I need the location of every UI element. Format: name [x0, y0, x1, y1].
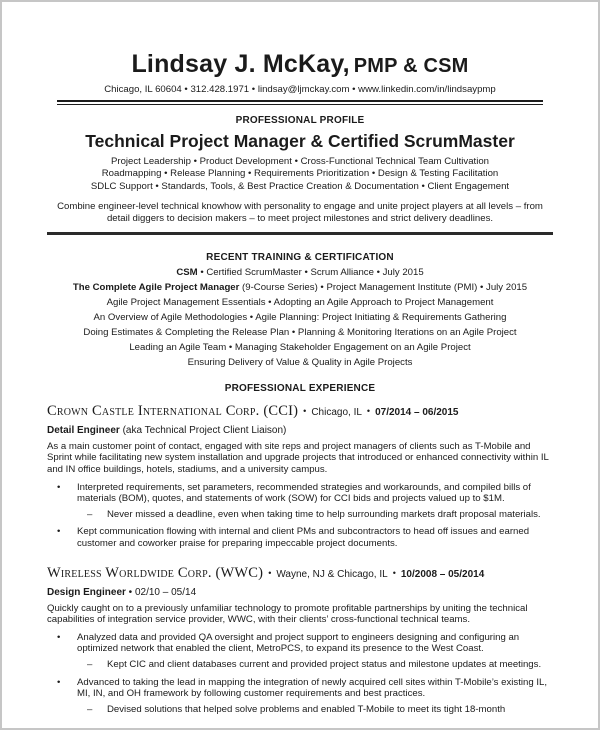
divider-thick	[47, 232, 553, 235]
bullet-icon: •	[57, 481, 61, 493]
company-line-wwc	[47, 565, 553, 582]
resume-content	[2, 2, 598, 715]
person-credentials: PMP & CSM	[353, 55, 469, 77]
dash-text: Kept CIC and client databases current and provided project status and milestone updates at meetings.	[107, 658, 542, 670]
training-rest: An Overview of Agile Methodologies • Agile Planning: Project Initiating & Requirements Gathering	[93, 311, 507, 323]
role-line	[47, 425, 553, 437]
training-line	[47, 280, 553, 295]
bullet-item	[47, 632, 553, 655]
section-heading-experience: PROFESSIONAL EXPERIENCE	[224, 382, 376, 394]
role-detail: (aka Technical Project Client Liaison)	[119, 424, 287, 436]
training-line	[47, 355, 553, 370]
keyword-line: Project Leadership • Product Development • Cross-Functional Technical Team Cultivation	[110, 156, 490, 167]
training-rest: Ensuring Delivery of Value & Quality in Agile Projects	[187, 356, 413, 368]
role-line	[47, 587, 553, 599]
training-rest: (9-Course Series) • Project Management Institute (PMI) • July 2015	[239, 281, 528, 293]
dash-item	[47, 704, 553, 716]
dash-text: Never missed a deadline, even when taking time to help surrounding markets draft proposal materials.	[107, 508, 541, 520]
bullet-text: Analyzed data and provided QA oversight and project support to engineers designing and configuring an optimized network that enabled the client, MetroPCS, to expand its presence to the West Coast.	[77, 631, 520, 655]
training-line	[47, 310, 553, 325]
dash-icon: –	[87, 508, 93, 520]
bullet-icon: •	[57, 676, 61, 688]
section-heading-profile: PROFESSIONAL PROFILE	[235, 115, 365, 126]
company-location: Chicago, IL	[311, 406, 362, 418]
job-intro: Quickly caught on to a previously unfamiliar technology to promote profitable partnerships by uniting the technical capabilities of integration service provider, WWC, with their clients’ cross-functional technical teams.	[47, 602, 528, 626]
company-dates: 07/2014 – 06/2015	[375, 406, 459, 418]
bullet-text: Advanced to taking the lead in mapping the integration of newly acquired cell sites within T-Mobile’s existing IL, MI, IN, and OH framework by following customer requirements and best practices.	[77, 676, 548, 700]
training-line	[47, 340, 553, 355]
separator-dot: •	[392, 567, 396, 578]
dash-item	[47, 509, 553, 521]
section-heading-training: RECENT TRAINING & CERTIFICATION	[206, 251, 394, 263]
contact-line: Chicago, IL 60604 • 312.428.1971 • lindsay@ljmckay.com • www.linkedin.com/in/lindsaypmp	[104, 84, 496, 95]
keyword-block	[47, 156, 553, 193]
training-block	[47, 265, 553, 370]
dash-item	[47, 659, 553, 671]
training-line	[47, 325, 553, 340]
job-intro: As a main customer point of contact, engaged with site reps and project managers of clients such as T-Mobile and Sprint while facilitating new system installation and upgrade projects that introduced or enhanced connectivity within IL and IN office buildings, hotels, stadiums, and a university campus.	[47, 440, 549, 475]
role-title: Design Engineer	[47, 586, 126, 598]
training-line	[47, 295, 553, 310]
summary-text: Combine engineer-level technical knowhow with personality to engage and unite project players at all levels – from detail diggers to decision makers – to meet project milestones and strict delivery deadlines.	[57, 201, 543, 225]
role-title: Detail Engineer	[47, 424, 120, 436]
headline-title: Technical Project Manager & Certified ScrumMaster	[85, 131, 515, 151]
keyword-line: Roadmapping • Release Planning • Requirements Prioritization • Design & Testing Facilitation	[101, 168, 499, 180]
training-bold: CSM	[176, 266, 198, 278]
bullet-item	[47, 677, 553, 700]
role-detail: • 02/10 – 05/14	[125, 586, 197, 598]
training-rest: Doing Estimates & Completing the Release Plan • Planning & Monitoring Iterations on an Agile Project	[83, 326, 517, 338]
training-rest: Agile Project Management Essentials • Adopting an Agile Approach to Project Management	[106, 296, 494, 308]
bullet-item	[47, 482, 553, 505]
training-rest: • Certified ScrumMaster • Scrum Alliance • July 2015	[197, 266, 424, 278]
separator-dot: •	[303, 405, 307, 416]
bullet-text: Interpreted requirements, set parameters, recommended strategies and workarounds, and compiled bills of materials (BOM), quotes, and statements of work (SOW) for CCI bids and projects valued up to $1M.	[77, 481, 531, 505]
separator-dot: •	[366, 405, 371, 416]
company-line-cci	[47, 403, 553, 420]
company-location: Wayne, NJ & Chicago, IL	[276, 568, 388, 580]
training-rest: Leading an Agile Team • Managing Stakeholder Engagement on an Agile Project	[129, 341, 471, 353]
dash-icon: –	[87, 658, 93, 670]
bullet-item	[47, 526, 553, 549]
divider-double	[57, 100, 543, 105]
separator-dot: •	[268, 567, 272, 578]
company-dates: 10/2008 – 05/2014	[400, 568, 485, 580]
company-name: Wireless Worldwide Corp. (WWC)	[47, 564, 264, 581]
keyword-line: SDLC Support • Standards, Tools, & Best Practice Creation & Documentation • Client Engagement	[90, 180, 510, 192]
header-name-line	[47, 50, 553, 81]
dash-icon: –	[87, 703, 93, 715]
training-line	[47, 265, 553, 280]
training-bold: The Complete Agile Project Manager	[72, 281, 240, 293]
company-name: Crown Castle International Corp. (CCI)	[47, 402, 299, 419]
bullet-icon: •	[57, 631, 61, 643]
dash-text: Devised solutions that helped solve problems and enabled T-Mobile to meet its tight 18-month	[107, 703, 506, 715]
bullet-icon: •	[57, 526, 61, 538]
person-name: Lindsay J. McKay,	[131, 50, 350, 78]
bullet-text: Kept communication flowing with internal and client PMs and subcontractors to head off issues and earned customer and coworker praise for preparing impeccable project documents.	[77, 526, 530, 549]
